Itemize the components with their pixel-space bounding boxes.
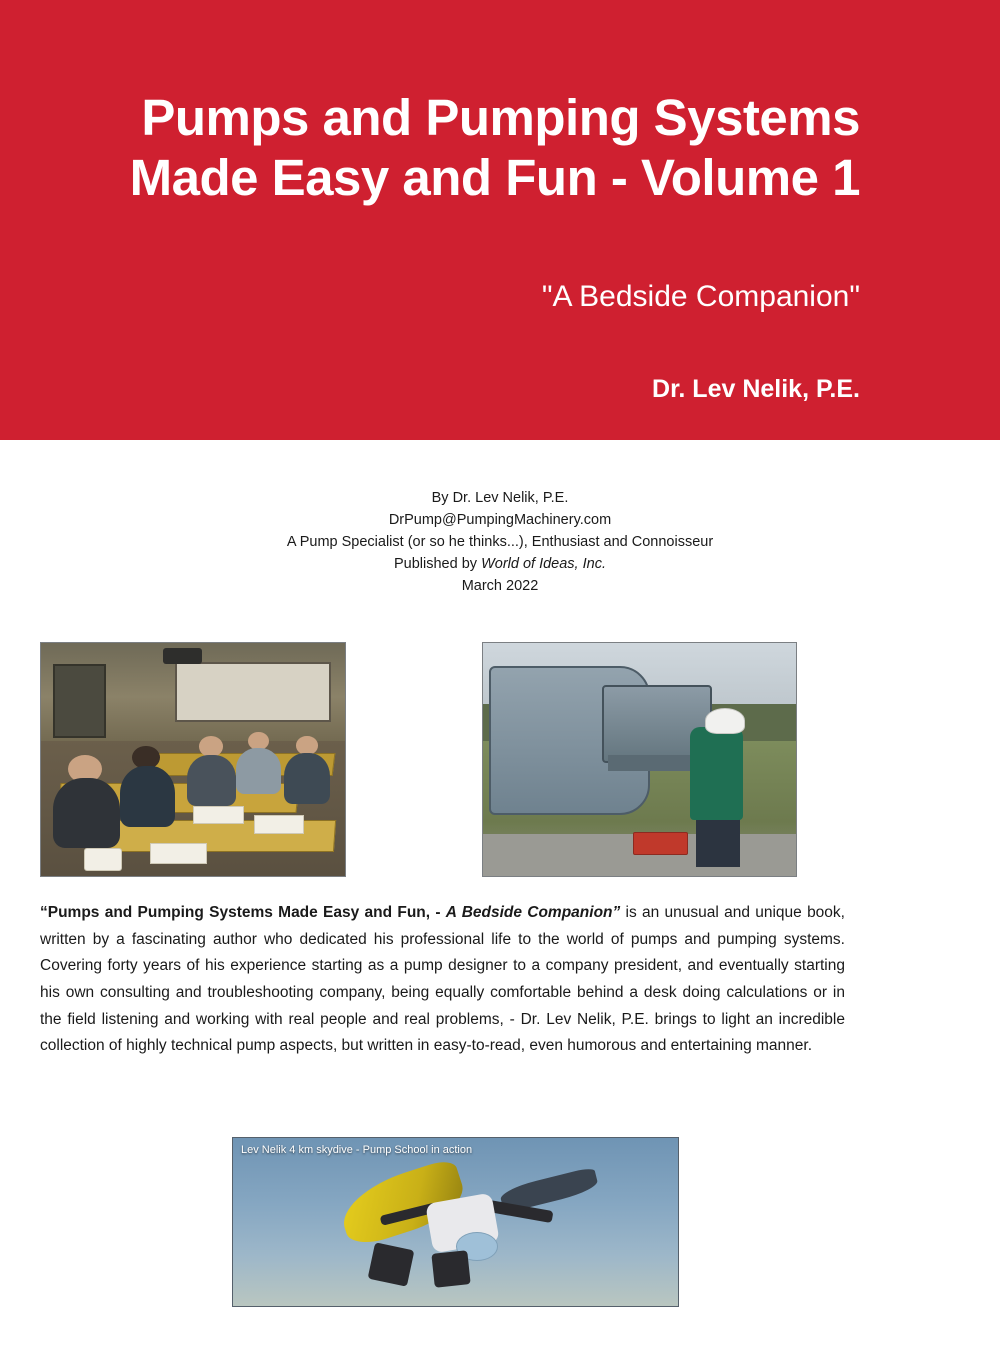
byline-publisher-prefix: Published by (394, 556, 482, 573)
byline-publisher-line (0, 553, 1000, 575)
byline-author: By Dr. Lev Nelik, P.E. (431, 490, 569, 506)
coffee-cup-icon (84, 848, 122, 871)
projector-icon (163, 648, 203, 664)
attendee-body (284, 753, 330, 804)
byline-descriptor: A Pump Specialist (or so he thinks...), Enthusiast and Connoisseur (286, 534, 714, 551)
skydiver-leg (432, 1250, 471, 1287)
pump-shaft-icon (608, 755, 702, 771)
skydiver-leg (368, 1242, 415, 1286)
byline-email: DrPump@PumpingMachinery.com (388, 512, 612, 529)
handout-paper (254, 815, 305, 833)
byline-date: March 2022 (461, 578, 539, 595)
attendee-body (53, 778, 120, 848)
description-bold-italic-title: A Bedside Companion” (445, 904, 621, 921)
description-body: is an unusual and unique book, written by a fascinating author who dedicated his professional life to the world of pumps and pumping systems. Covering forty years of his experience starting as a pump designer to a company president, and eventually starting his own consulting and troubleshooting company, being equally comfortable behind a desk doing calculations or in the field listening and working with real people and real problems, - Dr. Lev Nelik, P.E. brings to light an incredible collection of highly technical pump aspects, but written in easy-to-read, even humorous and entertaining manner. (40, 904, 845, 1055)
cover-hero-band (0, 0, 1000, 440)
attendee-head (132, 746, 159, 769)
skydive-photo-caption: Lev Nelik 4 km skydive - Pump School in action (241, 1144, 473, 1156)
technician-body (690, 727, 743, 820)
attendee-body (236, 748, 282, 795)
byline-block (0, 487, 1000, 597)
whiteboard-icon (175, 662, 331, 722)
attendee-body (187, 755, 236, 806)
book-author: Dr. Lev Nelik, P.E. (652, 375, 860, 403)
handout-paper (193, 806, 244, 824)
door-icon (53, 664, 106, 738)
book-subtitle: "A Bedside Companion" (541, 280, 860, 313)
pump-photo (482, 642, 797, 877)
handout-paper (150, 843, 207, 864)
skydive-photo (232, 1137, 679, 1307)
attendee-body (120, 766, 175, 827)
toolbox-icon (633, 832, 688, 855)
hard-hat-icon (705, 708, 745, 733)
byline-publisher-name: World of Ideas, Inc. (481, 556, 606, 573)
classroom-photo (40, 642, 346, 877)
description-bold-title: “Pumps and Pumping Systems Made Easy and Fun, - (40, 904, 446, 921)
book-title: Pumps and Pumping Systems Made Easy and Fun - Volume 1 (129, 89, 860, 206)
book-description (40, 900, 845, 1060)
